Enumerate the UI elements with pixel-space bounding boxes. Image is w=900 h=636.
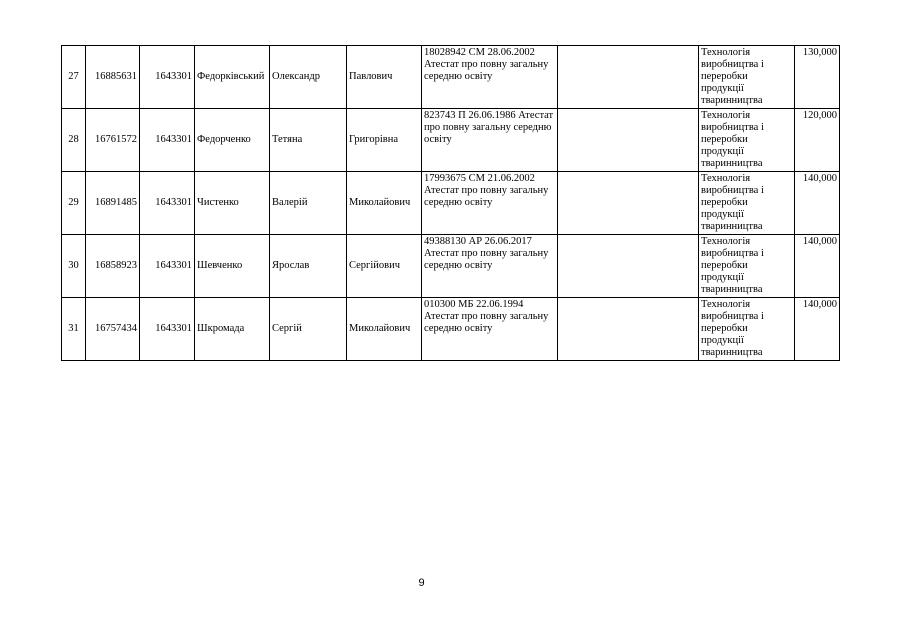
row-number-cell: 29 — [62, 172, 86, 235]
first-name-cell: Олександр — [270, 46, 347, 109]
blank-cell — [558, 172, 699, 235]
table-row — [62, 172, 840, 235]
person-id-cell: 16885631 — [86, 46, 140, 109]
specialty-cell: Технологія виробництва і переробки продукції тваринництва — [699, 298, 795, 361]
specialty-cell: Технологія виробництва і переробки продукції тваринництва — [699, 172, 795, 235]
score-cell: 120,000 — [795, 109, 840, 172]
document-cell: 823743 П 26.06.1986 Атестат про повну загальну середню освіту — [422, 109, 558, 172]
row-number-cell: 28 — [62, 109, 86, 172]
surname-cell: Шкромада — [195, 298, 270, 361]
specialty-cell: Технологія виробництва і переробки продукції тваринництва — [699, 46, 795, 109]
score-cell: 130,000 — [795, 46, 840, 109]
blank-cell — [558, 298, 699, 361]
table-row — [62, 46, 840, 109]
code-cell: 1643301 — [140, 298, 195, 361]
surname-cell: Шевченко — [195, 235, 270, 298]
patronymic-cell: Сергійович — [347, 235, 422, 298]
person-id-cell: 16761572 — [86, 109, 140, 172]
score-cell: 140,000 — [795, 172, 840, 235]
blank-cell — [558, 235, 699, 298]
row-number-cell: 27 — [62, 46, 86, 109]
code-cell: 1643301 — [140, 109, 195, 172]
table-row — [62, 235, 840, 298]
document-cell: 010300 МБ 22.06.1994 Атестат про повну загальну середню освіту — [422, 298, 558, 361]
row-number-cell: 30 — [62, 235, 86, 298]
first-name-cell: Сергій — [270, 298, 347, 361]
person-id-cell: 16858923 — [86, 235, 140, 298]
code-cell: 1643301 — [140, 46, 195, 109]
patronymic-cell: Миколайович — [347, 172, 422, 235]
document-cell: 17993675 СМ 21.06.2002 Атестат про повну загальну середню освіту — [422, 172, 558, 235]
surname-cell: Федорченко — [195, 109, 270, 172]
document-cell: 49388130 АР 26.06.2017 Атестат про повну загальну середню освіту — [422, 235, 558, 298]
first-name-cell: Ярослав — [270, 235, 347, 298]
surname-cell: Чистенко — [195, 172, 270, 235]
applicants-table — [61, 45, 840, 361]
surname-cell: Федорківський — [195, 46, 270, 109]
code-cell: 1643301 — [140, 172, 195, 235]
patronymic-cell: Григорівна — [347, 109, 422, 172]
blank-cell — [558, 109, 699, 172]
blank-cell — [558, 46, 699, 109]
table-body — [62, 46, 840, 361]
score-cell: 140,000 — [795, 235, 840, 298]
first-name-cell: Валерій — [270, 172, 347, 235]
row-number-cell: 31 — [62, 298, 86, 361]
person-id-cell: 16757434 — [86, 298, 140, 361]
patronymic-cell: Миколайович — [347, 298, 422, 361]
table-row — [62, 109, 840, 172]
table-row — [62, 298, 840, 361]
first-name-cell: Тетяна — [270, 109, 347, 172]
specialty-cell: Технологія виробництва і переробки продукції тваринництва — [699, 235, 795, 298]
code-cell: 1643301 — [140, 235, 195, 298]
score-cell: 140,000 — [795, 298, 840, 361]
specialty-cell: Технологія виробництва і переробки продукції тваринництва — [699, 109, 795, 172]
person-id-cell: 16891485 — [86, 172, 140, 235]
page-number: 9 — [418, 577, 425, 589]
patronymic-cell: Павлович — [347, 46, 422, 109]
document-cell: 18028942 СМ 28.06.2002 Атестат про повну загальну середню освіту — [422, 46, 558, 109]
